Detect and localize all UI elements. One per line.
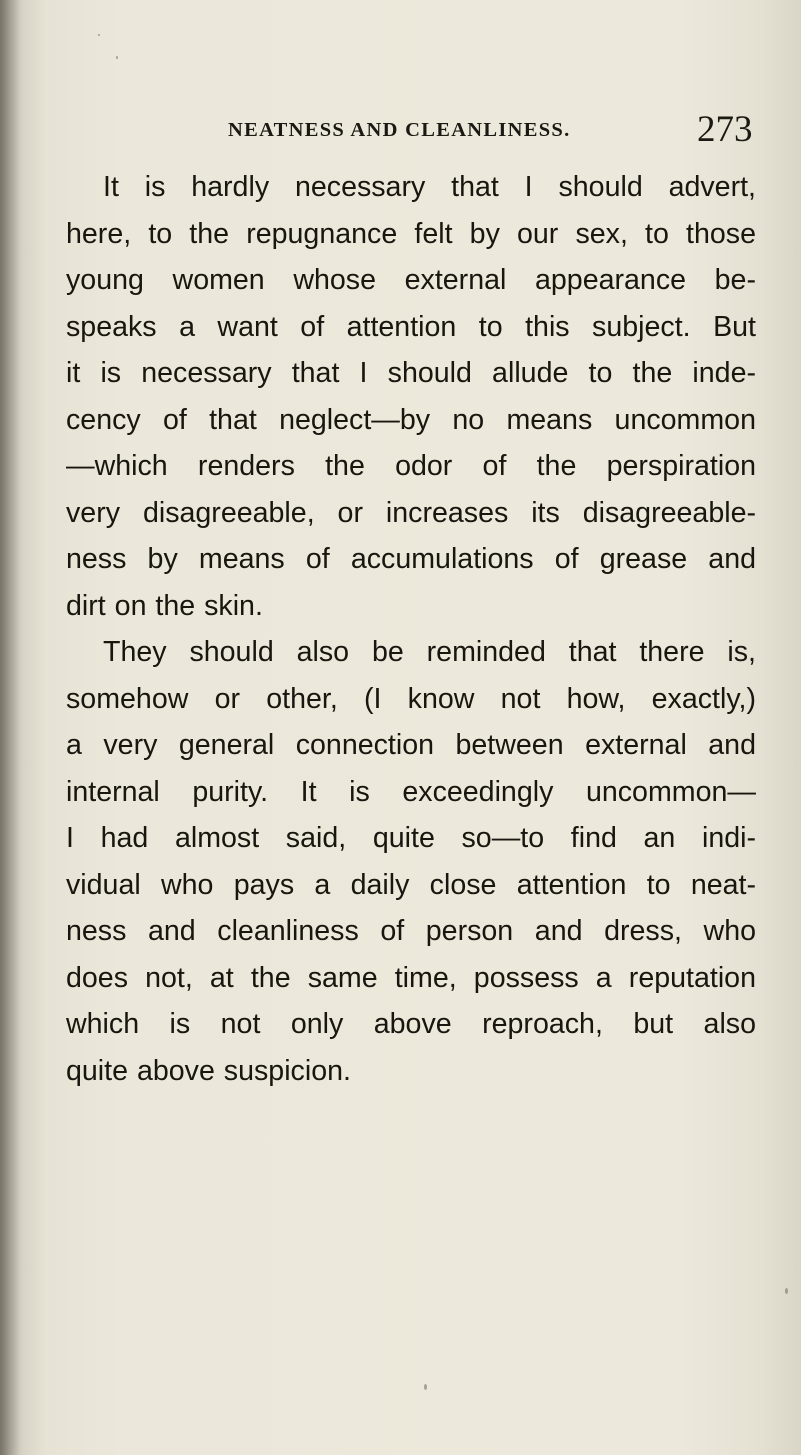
text-line: a very general connection between external and [66,729,756,761]
text-line: quite above suspicion. [66,1054,351,1087]
text-line: cency of that neglect—by no means uncommon [66,403,756,436]
text-line: speaks a want of attention to this subject. But [66,310,756,343]
text-line: It is hardly necessary that I should advert, [103,171,756,203]
text-line: somehow or other, (I know not how, exactly,) [66,682,756,715]
text-line: ness and cleanliness of person and dress, who [66,915,756,947]
text-line: dirt on the skin. [66,589,263,622]
body-text [66,164,756,1094]
paper-speck [424,1384,427,1390]
text-line: —which renders the odor of the perspiration [66,450,756,482]
paper-speck [116,56,118,59]
text-line: young women whose external appearance be- [66,264,756,296]
running-head [0,107,801,150]
binding-gutter-shadow [0,0,20,1455]
paragraph-2 [66,629,756,1094]
text-line: which is not only above reproach, but also [66,1008,756,1040]
paragraph-1 [66,164,756,629]
text-line: does not, at the same time, possess a reputation [66,961,756,994]
text-line: They should also be reminded that there is, [103,636,756,668]
paper-speck [98,34,100,36]
text-line: here, to the repugnance felt by our sex, to those [66,217,756,250]
text-line: it is necessary that I should allude to the inde- [66,357,756,389]
paper-speck [785,1288,788,1294]
page-number: 273 [697,109,753,150]
running-title: NEATNESS AND CLEANLINESS. [228,119,571,141]
text-line: I had almost said, quite so—to find an indi- [66,822,756,854]
text-line: very disagreeable, or increases its disagreeable- [66,496,756,529]
text-line: internal purity. It is exceedingly uncommon— [66,775,756,808]
text-line: vidual who pays a daily close attention to neat- [66,868,756,901]
text-line: ness by means of accumulations of grease and [66,543,756,575]
